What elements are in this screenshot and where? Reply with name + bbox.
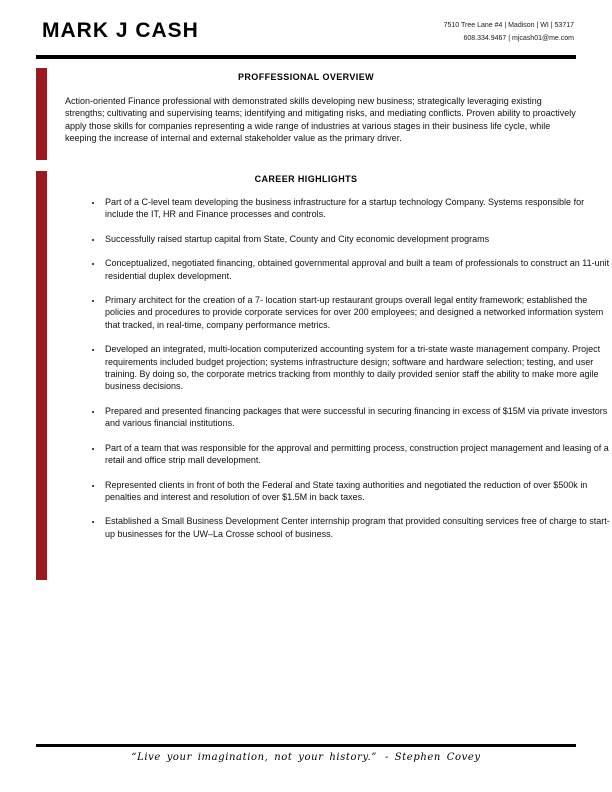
quote-text: “Live your imagination, not your history.” — [131, 752, 377, 763]
highlight-item: • Part of a C-level team developing the business infrastructure for a startup technology Company. Systems responsible for include the IT, HR and Finance processes and controls. — [103, 196, 612, 221]
resume-name: MARK J CASH — [42, 19, 199, 42]
highlight-item: • Established a Small Business Development Center internship program that provided consulting services free of charge to start-up businesses for the UW–La Crosse school of business. — [103, 515, 612, 540]
highlight-item: • Represented clients in front of both the Federal and State taxing authorities and negotiated the reduction of over $500k in penalties and interest and resolution of over $1.5M in back taxes. — [103, 479, 612, 504]
header-divider — [36, 55, 576, 59]
contact-block — [444, 16, 574, 46]
overview-title: PROFFESSIONAL OVERVIEW — [238, 72, 374, 82]
highlight-item: • Primary architect for the creation of a 7- location start-up restaurant groups overall legal entity framework; established the policies and procedures to provide corporate services for over 200 employees; and designed a networked information system that tracked, in real-time, company performance metrics. — [103, 294, 612, 331]
contact-phone-email: 608.334.9467 | mjcash01@me.com — [463, 35, 574, 43]
quote-attribution: - Stephen Covey — [384, 752, 481, 763]
highlights-list — [65, 196, 612, 552]
highlight-item: • Prepared and presented financing packages that were successful in securing financing in excess of $15M via private investors and various financial institutions. — [103, 405, 612, 430]
footer-quote — [36, 752, 576, 763]
highlights-title: CAREER HIGHLIGHTS — [254, 174, 358, 184]
highlights-accent-bar — [36, 171, 47, 580]
overview-paragraph: Action-oriented Finance professional with demonstrated skills developing new business; strategically leveraging existing strengths; cultivating and supervising teams; identifying and mitigating risks, and mediating conflicts. Proven ability to proactively apply those skills for companies representing a wide range of industries at various stages in their business life cycle, while keeping the increase of internal and external stakeholder value as the primary driver. — [65, 96, 576, 144]
highlight-item: • Part of a team that was responsible for the approval and permitting process, construction project management and leasing of a retail and office strip mall development. — [103, 442, 612, 467]
resume-header — [42, 16, 574, 46]
footer-divider — [36, 744, 576, 747]
highlight-item: • Conceptualized, negotiated financing, obtained governmental approval and built a team of professionals to construct an 11-unit residential duplex development. — [103, 257, 612, 282]
contact-address: 7510 Tree Lane #4 | Madison | WI | 53717 — [443, 22, 574, 29]
highlight-item: • Successfully raised startup capital from State, County and City economic development programs — [103, 233, 612, 245]
highlight-item: • Developed an integrated, multi-location computerized accounting system for a tri-state waste management company. Project requirements included budget projection; systems infrastructure design; software and hardware selection; testing, and user training. By doing so, the corporate metrics tracking from monthly to daily provided senior staff the ability to make more agile business decisions. — [103, 343, 612, 393]
